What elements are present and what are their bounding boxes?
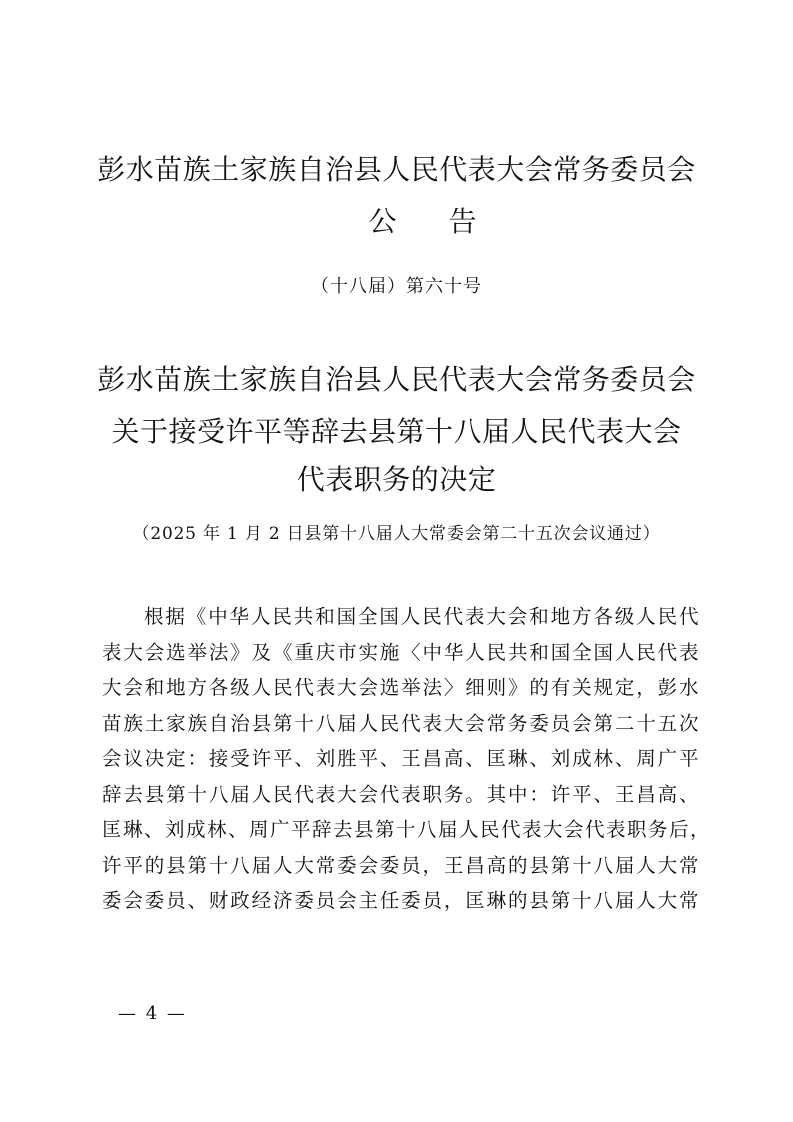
organization-title: 彭水苗族土家族自治县人民代表大会常务委员会 (97, 153, 696, 186)
decision-title-line-3: 代表职务的决定 (296, 463, 497, 496)
body-line: 根据《中华人民共和国全国人民代表大会和地方各级人民代 (144, 605, 700, 628)
body-line: 会议决定：接受许平、刘胜平、王昌高、匡琳、刘成林、周广平 (102, 747, 700, 770)
decision-title-line-2: 关于接受许平等辞去县第十八届人民代表大会 (111, 415, 682, 448)
body-line: 表大会选举法》及《重庆市实施〈中华人民共和国全国人民代表 (102, 640, 700, 664)
body-line: 辞去县第十八届人民代表大会代表职务。其中：许平、王昌高、 (102, 782, 700, 806)
adoption-note: （2025 年 1 月 2 日县第十八届人大常委会第二十五次会议通过） (132, 524, 661, 544)
decision-title-line-1: 彭水苗族土家族自治县人民代表大会常务委员会 (97, 363, 696, 396)
body-line: 委会委员、财政经济委员会主任委员，匡琳的县第十八届人大常 (102, 889, 700, 912)
body-line: 许平的县第十八届人大常委会委员，王昌高的县第十八届人大常 (102, 853, 700, 877)
page-number: — 4 — (118, 1003, 187, 1024)
body-paragraph (102, 599, 712, 919)
issue-number: （十八届）第六十号 (311, 276, 482, 297)
notice-title: 公告 (368, 205, 529, 238)
body-line: 苗族土家族自治县第十八届人民代表大会常务委员会第二十五次 (102, 711, 700, 735)
body-line: 大会和地方各级人民代表大会选举法〉细则》的有关规定，彭水 (102, 676, 700, 699)
body-line: 匡琳、刘成林、周广平辞去县第十八届人民代表大会代表职务后， (102, 818, 712, 841)
